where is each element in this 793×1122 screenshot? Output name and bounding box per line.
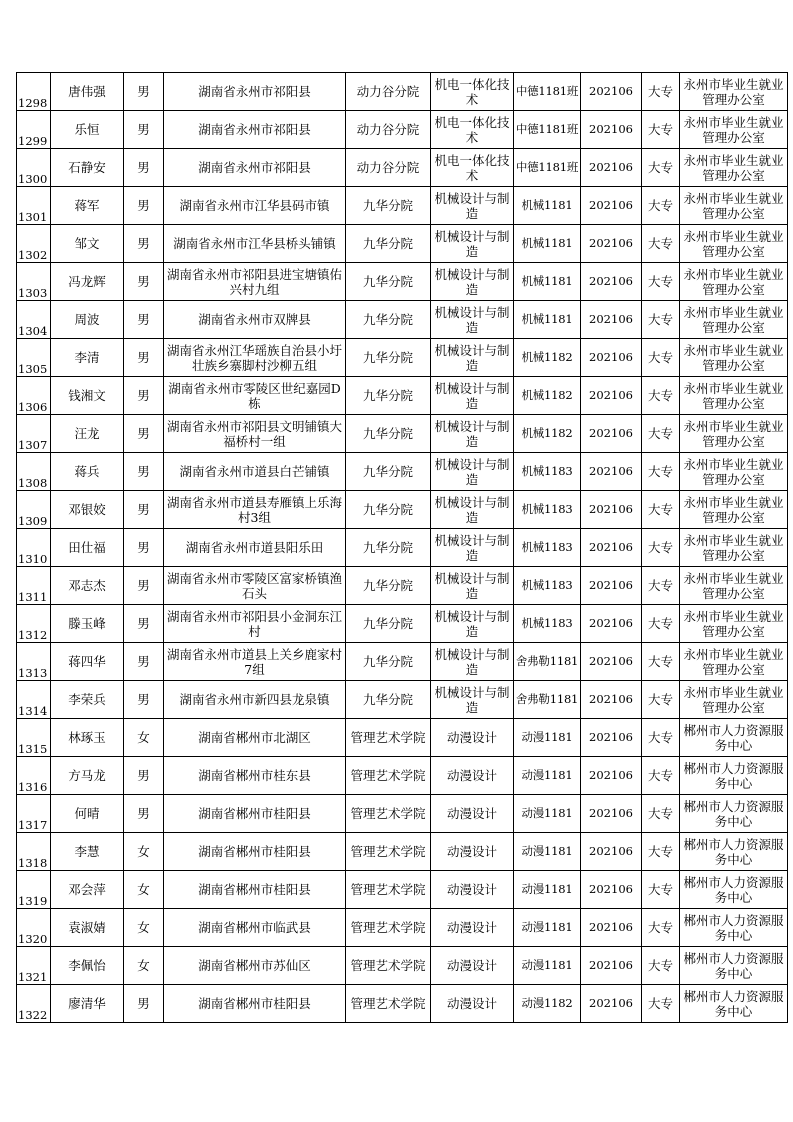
education-level-cell: 大专: [642, 377, 680, 415]
major-cell: 动漫设计: [431, 719, 514, 757]
archive-office-cell: 永州市毕业生就业管理办公室: [680, 529, 788, 567]
table-row: [17, 605, 788, 643]
name-cell: 石静安: [51, 149, 124, 187]
major-cell: 机械设计与制造: [431, 415, 514, 453]
gender-cell: 男: [124, 453, 164, 491]
major-cell: 动漫设计: [431, 947, 514, 985]
education-level-cell: 大专: [642, 301, 680, 339]
education-level-cell: 大专: [642, 225, 680, 263]
row-number-cell: 1317: [17, 795, 51, 833]
college-cell: 九华分院: [346, 415, 431, 453]
row-number-cell: 1298: [17, 73, 51, 111]
row-number-cell: 1309: [17, 491, 51, 529]
row-number-cell: 1315: [17, 719, 51, 757]
graduation-date-cell: 202106: [581, 415, 642, 453]
name-cell: 田仕福: [51, 529, 124, 567]
archive-office-cell: 郴州市人力资源服务中心: [680, 909, 788, 947]
address-cell: 湖南省永州市新四县龙泉镇: [164, 681, 346, 719]
row-number-cell: 1319: [17, 871, 51, 909]
major-cell: 机电一体化技术: [431, 149, 514, 187]
table-row: [17, 187, 788, 225]
table-row: [17, 795, 788, 833]
class-cell: 机械1182: [514, 377, 581, 415]
major-cell: 机电一体化技术: [431, 111, 514, 149]
address-cell: 湖南省永州市祁阳县: [164, 149, 346, 187]
row-number-cell: 1311: [17, 567, 51, 605]
class-cell: 中德1181班: [514, 73, 581, 111]
address-cell: 湖南省永州市祁阳县文明铺镇大福桥村一组: [164, 415, 346, 453]
class-cell: 动漫1181: [514, 947, 581, 985]
class-cell: 动漫1181: [514, 757, 581, 795]
row-number-cell: 1305: [17, 339, 51, 377]
class-cell: 动漫1181: [514, 833, 581, 871]
college-cell: 九华分院: [346, 453, 431, 491]
archive-office-cell: 永州市毕业生就业管理办公室: [680, 149, 788, 187]
address-cell: 湖南省郴州市苏仙区: [164, 947, 346, 985]
archive-office-cell: 永州市毕业生就业管理办公室: [680, 415, 788, 453]
education-level-cell: 大专: [642, 111, 680, 149]
education-level-cell: 大专: [642, 529, 680, 567]
class-cell: 机械1183: [514, 567, 581, 605]
name-cell: 滕玉峰: [51, 605, 124, 643]
row-number-cell: 1300: [17, 149, 51, 187]
education-level-cell: 大专: [642, 339, 680, 377]
major-cell: 动漫设计: [431, 795, 514, 833]
table-row: [17, 985, 788, 1023]
class-cell: 机械1182: [514, 339, 581, 377]
address-cell: 湖南省永州市零陵区富家桥镇渔石头: [164, 567, 346, 605]
row-number-cell: 1302: [17, 225, 51, 263]
address-cell: 湖南省永州市江华县桥头铺镇: [164, 225, 346, 263]
archive-office-cell: 永州市毕业生就业管理办公室: [680, 643, 788, 681]
address-cell: 湖南省永州市祁阳县: [164, 73, 346, 111]
table-row: [17, 567, 788, 605]
graduation-date-cell: 202106: [581, 149, 642, 187]
college-cell: 九华分院: [346, 681, 431, 719]
major-cell: 机械设计与制造: [431, 225, 514, 263]
gender-cell: 女: [124, 871, 164, 909]
class-cell: 机械1181: [514, 263, 581, 301]
class-cell: 舍弗勒1181: [514, 681, 581, 719]
graduation-date-cell: 202106: [581, 871, 642, 909]
major-cell: 机电一体化技术: [431, 73, 514, 111]
major-cell: 机械设计与制造: [431, 187, 514, 225]
table-row: [17, 947, 788, 985]
college-cell: 九华分院: [346, 225, 431, 263]
table-row: [17, 909, 788, 947]
class-cell: 机械1183: [514, 491, 581, 529]
major-cell: 机械设计与制造: [431, 605, 514, 643]
education-level-cell: 大专: [642, 73, 680, 111]
major-cell: 机械设计与制造: [431, 339, 514, 377]
gender-cell: 女: [124, 909, 164, 947]
education-level-cell: 大专: [642, 149, 680, 187]
address-cell: 湖南省永州市道县寿雁镇上乐海村3组: [164, 491, 346, 529]
college-cell: 动力谷分院: [346, 73, 431, 111]
gender-cell: 男: [124, 111, 164, 149]
graduate-table: [16, 72, 788, 1023]
class-cell: 舍弗勒1181: [514, 643, 581, 681]
graduation-date-cell: 202106: [581, 529, 642, 567]
graduation-date-cell: 202106: [581, 339, 642, 377]
address-cell: 湖南省永州市道县上关乡鹿家村7组: [164, 643, 346, 681]
graduation-date-cell: 202106: [581, 985, 642, 1023]
table-row: [17, 73, 788, 111]
name-cell: 周波: [51, 301, 124, 339]
graduation-date-cell: 202106: [581, 795, 642, 833]
name-cell: 蒋四华: [51, 643, 124, 681]
gender-cell: 男: [124, 73, 164, 111]
graduation-date-cell: 202106: [581, 491, 642, 529]
name-cell: 冯龙辉: [51, 263, 124, 301]
table-row: [17, 833, 788, 871]
education-level-cell: 大专: [642, 757, 680, 795]
archive-office-cell: 郴州市人力资源服务中心: [680, 947, 788, 985]
table-row: [17, 339, 788, 377]
gender-cell: 男: [124, 567, 164, 605]
gender-cell: 男: [124, 339, 164, 377]
major-cell: 机械设计与制造: [431, 453, 514, 491]
row-number-cell: 1313: [17, 643, 51, 681]
row-number-cell: 1314: [17, 681, 51, 719]
graduation-date-cell: 202106: [581, 567, 642, 605]
name-cell: 袁淑婧: [51, 909, 124, 947]
class-cell: 机械1183: [514, 529, 581, 567]
graduation-date-cell: 202106: [581, 301, 642, 339]
gender-cell: 男: [124, 529, 164, 567]
major-cell: 机械设计与制造: [431, 377, 514, 415]
class-cell: 中德1181班: [514, 149, 581, 187]
major-cell: 动漫设计: [431, 871, 514, 909]
major-cell: 动漫设计: [431, 909, 514, 947]
archive-office-cell: 郴州市人力资源服务中心: [680, 985, 788, 1023]
row-number-cell: 1307: [17, 415, 51, 453]
row-number-cell: 1301: [17, 187, 51, 225]
name-cell: 李荣兵: [51, 681, 124, 719]
table-row: [17, 871, 788, 909]
college-cell: 管理艺术学院: [346, 947, 431, 985]
gender-cell: 男: [124, 757, 164, 795]
name-cell: 邹文: [51, 225, 124, 263]
table-row: [17, 149, 788, 187]
class-cell: 机械1182: [514, 415, 581, 453]
major-cell: 机械设计与制造: [431, 491, 514, 529]
education-level-cell: 大专: [642, 947, 680, 985]
class-cell: 中德1181班: [514, 111, 581, 149]
college-cell: 管理艺术学院: [346, 871, 431, 909]
archive-office-cell: 永州市毕业生就业管理办公室: [680, 377, 788, 415]
education-level-cell: 大专: [642, 415, 680, 453]
address-cell: 湖南省郴州市桂东县: [164, 757, 346, 795]
graduation-date-cell: 202106: [581, 187, 642, 225]
address-cell: 湖南省永州市祁阳县: [164, 111, 346, 149]
name-cell: 乐恒: [51, 111, 124, 149]
education-level-cell: 大专: [642, 681, 680, 719]
major-cell: 机械设计与制造: [431, 263, 514, 301]
name-cell: 蒋军: [51, 187, 124, 225]
education-level-cell: 大专: [642, 985, 680, 1023]
row-number-cell: 1312: [17, 605, 51, 643]
archive-office-cell: 永州市毕业生就业管理办公室: [680, 73, 788, 111]
table-row: [17, 643, 788, 681]
name-cell: 林琢玉: [51, 719, 124, 757]
class-cell: 动漫1181: [514, 909, 581, 947]
name-cell: 李慧: [51, 833, 124, 871]
gender-cell: 男: [124, 415, 164, 453]
education-level-cell: 大专: [642, 871, 680, 909]
table-row: [17, 681, 788, 719]
graduation-date-cell: 202106: [581, 643, 642, 681]
education-level-cell: 大专: [642, 643, 680, 681]
gender-cell: 男: [124, 985, 164, 1023]
education-level-cell: 大专: [642, 567, 680, 605]
education-level-cell: 大专: [642, 187, 680, 225]
row-number-cell: 1304: [17, 301, 51, 339]
gender-cell: 男: [124, 643, 164, 681]
college-cell: 管理艺术学院: [346, 833, 431, 871]
address-cell: 湖南省永州市道县白芒铺镇: [164, 453, 346, 491]
college-cell: 九华分院: [346, 301, 431, 339]
row-number-cell: 1299: [17, 111, 51, 149]
table-row: [17, 301, 788, 339]
college-cell: 九华分院: [346, 643, 431, 681]
major-cell: 机械设计与制造: [431, 529, 514, 567]
class-cell: 动漫1182: [514, 985, 581, 1023]
class-cell: 机械1183: [514, 605, 581, 643]
class-cell: 机械1183: [514, 453, 581, 491]
archive-office-cell: 永州市毕业生就业管理办公室: [680, 339, 788, 377]
name-cell: 方马龙: [51, 757, 124, 795]
major-cell: 机械设计与制造: [431, 643, 514, 681]
graduation-date-cell: 202106: [581, 225, 642, 263]
class-cell: 动漫1181: [514, 871, 581, 909]
table-row: [17, 453, 788, 491]
archive-office-cell: 永州市毕业生就业管理办公室: [680, 301, 788, 339]
address-cell: 湖南省郴州市临武县: [164, 909, 346, 947]
gender-cell: 男: [124, 225, 164, 263]
table-row: [17, 111, 788, 149]
class-cell: 机械1181: [514, 225, 581, 263]
address-cell: 湖南省郴州市桂阳县: [164, 795, 346, 833]
archive-office-cell: 永州市毕业生就业管理办公室: [680, 111, 788, 149]
college-cell: 九华分院: [346, 605, 431, 643]
name-cell: 邓志杰: [51, 567, 124, 605]
graduation-date-cell: 202106: [581, 73, 642, 111]
college-cell: 九华分院: [346, 567, 431, 605]
graduation-date-cell: 202106: [581, 111, 642, 149]
gender-cell: 男: [124, 149, 164, 187]
address-cell: 湖南省郴州市桂阳县: [164, 871, 346, 909]
archive-office-cell: 永州市毕业生就业管理办公室: [680, 187, 788, 225]
college-cell: 九华分院: [346, 491, 431, 529]
graduation-date-cell: 202106: [581, 453, 642, 491]
name-cell: 蒋兵: [51, 453, 124, 491]
college-cell: 九华分院: [346, 339, 431, 377]
major-cell: 机械设计与制造: [431, 681, 514, 719]
graduation-date-cell: 202106: [581, 947, 642, 985]
gender-cell: 女: [124, 833, 164, 871]
gender-cell: 男: [124, 795, 164, 833]
gender-cell: 男: [124, 681, 164, 719]
major-cell: 动漫设计: [431, 985, 514, 1023]
archive-office-cell: 郴州市人力资源服务中心: [680, 719, 788, 757]
name-cell: 钱湘文: [51, 377, 124, 415]
college-cell: 九华分院: [346, 263, 431, 301]
address-cell: 湖南省永州市祁阳县小金洞东江村: [164, 605, 346, 643]
graduation-date-cell: 202106: [581, 605, 642, 643]
archive-office-cell: 永州市毕业生就业管理办公室: [680, 681, 788, 719]
class-cell: 机械1181: [514, 187, 581, 225]
class-cell: 动漫1181: [514, 719, 581, 757]
gender-cell: 女: [124, 947, 164, 985]
table-row: [17, 225, 788, 263]
archive-office-cell: 永州市毕业生就业管理办公室: [680, 263, 788, 301]
graduation-date-cell: 202106: [581, 681, 642, 719]
college-cell: 动力谷分院: [346, 149, 431, 187]
graduation-date-cell: 202106: [581, 833, 642, 871]
name-cell: 唐伟强: [51, 73, 124, 111]
college-cell: 九华分院: [346, 187, 431, 225]
college-cell: 动力谷分院: [346, 111, 431, 149]
archive-office-cell: 郴州市人力资源服务中心: [680, 833, 788, 871]
archive-office-cell: 郴州市人力资源服务中心: [680, 757, 788, 795]
education-level-cell: 大专: [642, 605, 680, 643]
education-level-cell: 大专: [642, 833, 680, 871]
class-cell: 机械1181: [514, 301, 581, 339]
address-cell: 湖南省永州江华瑶族自治县小圩壮族乡寨脚村沙柳五组: [164, 339, 346, 377]
gender-cell: 男: [124, 263, 164, 301]
address-cell: 湖南省郴州市桂阳县: [164, 833, 346, 871]
row-number-cell: 1306: [17, 377, 51, 415]
address-cell: 湖南省永州市零陵区世纪嘉园D栋: [164, 377, 346, 415]
address-cell: 湖南省永州市道县阳乐田: [164, 529, 346, 567]
row-number-cell: 1303: [17, 263, 51, 301]
row-number-cell: 1322: [17, 985, 51, 1023]
gender-cell: 男: [124, 187, 164, 225]
archive-office-cell: 永州市毕业生就业管理办公室: [680, 225, 788, 263]
college-cell: 管理艺术学院: [346, 795, 431, 833]
graduation-date-cell: 202106: [581, 719, 642, 757]
name-cell: 邓银姣: [51, 491, 124, 529]
name-cell: 邓会萍: [51, 871, 124, 909]
name-cell: 李佩怡: [51, 947, 124, 985]
education-level-cell: 大专: [642, 795, 680, 833]
name-cell: 廖清华: [51, 985, 124, 1023]
class-cell: 动漫1181: [514, 795, 581, 833]
gender-cell: 女: [124, 719, 164, 757]
college-cell: 九华分院: [346, 529, 431, 567]
gender-cell: 男: [124, 491, 164, 529]
archive-office-cell: 郴州市人力资源服务中心: [680, 871, 788, 909]
gender-cell: 男: [124, 301, 164, 339]
table-body: [17, 73, 788, 1023]
table-row: [17, 415, 788, 453]
name-cell: 李清: [51, 339, 124, 377]
education-level-cell: 大专: [642, 453, 680, 491]
row-number-cell: 1318: [17, 833, 51, 871]
college-cell: 管理艺术学院: [346, 719, 431, 757]
college-cell: 九华分院: [346, 377, 431, 415]
graduation-date-cell: 202106: [581, 263, 642, 301]
college-cell: 管理艺术学院: [346, 757, 431, 795]
row-number-cell: 1316: [17, 757, 51, 795]
graduation-date-cell: 202106: [581, 757, 642, 795]
education-level-cell: 大专: [642, 491, 680, 529]
address-cell: 湖南省永州市双牌县: [164, 301, 346, 339]
address-cell: 湖南省永州市祁阳县进宝塘镇佑兴村九组: [164, 263, 346, 301]
name-cell: 何晴: [51, 795, 124, 833]
archive-office-cell: 永州市毕业生就业管理办公室: [680, 491, 788, 529]
row-number-cell: 1320: [17, 909, 51, 947]
address-cell: 湖南省永州市江华县码市镇: [164, 187, 346, 225]
row-number-cell: 1308: [17, 453, 51, 491]
major-cell: 机械设计与制造: [431, 301, 514, 339]
table-row: [17, 529, 788, 567]
address-cell: 湖南省郴州市桂阳县: [164, 985, 346, 1023]
gender-cell: 男: [124, 377, 164, 415]
archive-office-cell: 郴州市人力资源服务中心: [680, 795, 788, 833]
education-level-cell: 大专: [642, 909, 680, 947]
graduation-date-cell: 202106: [581, 909, 642, 947]
education-level-cell: 大专: [642, 263, 680, 301]
education-level-cell: 大专: [642, 719, 680, 757]
major-cell: 机械设计与制造: [431, 567, 514, 605]
major-cell: 动漫设计: [431, 833, 514, 871]
table-row: [17, 377, 788, 415]
gender-cell: 男: [124, 605, 164, 643]
archive-office-cell: 永州市毕业生就业管理办公室: [680, 453, 788, 491]
address-cell: 湖南省郴州市北湖区: [164, 719, 346, 757]
archive-office-cell: 永州市毕业生就业管理办公室: [680, 567, 788, 605]
college-cell: 管理艺术学院: [346, 909, 431, 947]
row-number-cell: 1321: [17, 947, 51, 985]
table-row: [17, 757, 788, 795]
graduation-date-cell: 202106: [581, 377, 642, 415]
row-number-cell: 1310: [17, 529, 51, 567]
name-cell: 汪龙: [51, 415, 124, 453]
table-row: [17, 491, 788, 529]
major-cell: 动漫设计: [431, 757, 514, 795]
table-row: [17, 719, 788, 757]
archive-office-cell: 永州市毕业生就业管理办公室: [680, 605, 788, 643]
college-cell: 管理艺术学院: [346, 985, 431, 1023]
table-row: [17, 263, 788, 301]
